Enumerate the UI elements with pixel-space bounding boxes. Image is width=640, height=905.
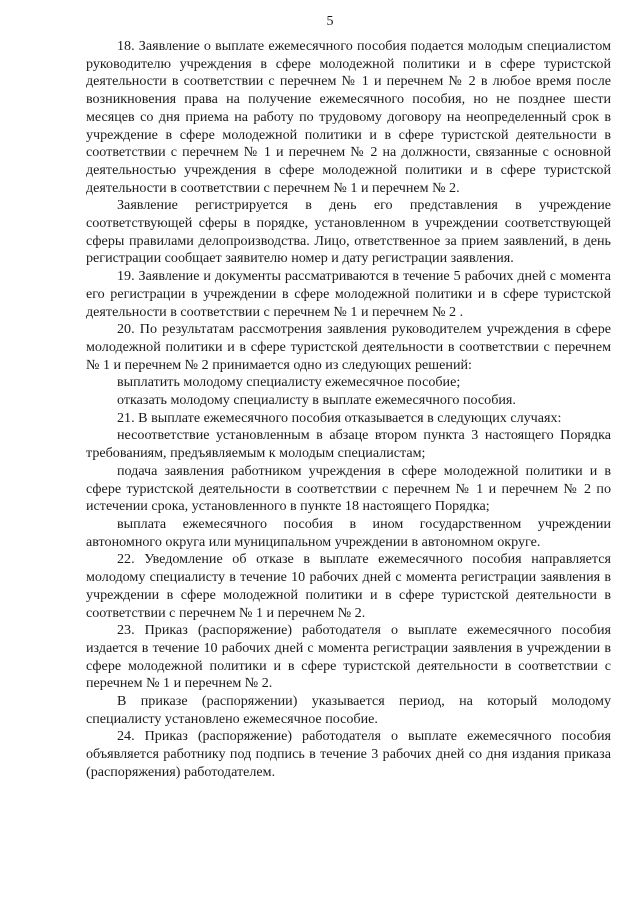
paragraph: 23. Приказ (распоряжение) работодателя о выплате ежемесячного пособия издается в течение 10 рабочих дней с момента регистрации заявления в учреждении в сфере молодежной политики и в сфере туристской деятельности в соответствии с перечнем № 1 и перечнем № 2. [86,622,611,692]
document-body [86,38,611,782]
paragraph: выплатить молодому специалисту ежемесячное пособие; [117,374,461,391]
paragraph: 21. В выплате ежемесячного пособия отказывается в следующих случаях: [117,409,562,426]
paragraph: 18. Заявление о выплате ежемесячного пособия подается молодым специалистом руководителю учреждения в сфере молодежной политики и в сфере туристской деятельности в соответствии с перечнем № 1 и перечнем № 2 в любое время после возникновения права на получение ежемесячного пособия, но не позднее шести месяцев со дня приема на работу по трудовому договору на неопределенный срок в учреждение в сфере молодежной политики и в сфере туристской деятельности в соответствии с перечнем № 1 и перечнем № 2 на должности, связанные с основной деятельностью учреждения в сфере молодежной политики и в сфере туристской деятельности в соответствии с перечнем № 1 и перечнем № 2. [86,38,611,196]
paragraph: Заявление регистрируется в день его представления в учреждение соответствующей сферы в порядке, установленном в учреждении соответствующей сферы правилами делопроизводства. Лицо, ответственное за прием заявлений, в день регистрации сообщает заявителю номер и дату регистрации заявления. [86,197,611,267]
paragraph: подача заявления работником учреждения в сфере молодежной политики и в сфере туристской деятельности в соответствии с перечнем № 1 и перечнем № 2 по истечении срока, установленного в пункте 18 настоящего Порядка; [86,462,611,515]
paragraph: несоответствие установленным в абзаце втором пункта 3 настоящего Порядка требованиям, предъявляемым к молодым специалистам; [86,427,611,462]
paragraph: В приказе (распоряжении) указывается период, на который молодому специалисту установлено ежемесячное пособие. [86,693,611,727]
paragraph: 22. Уведомление об отказе в выплате ежемесячного пособия направляется молодому специалисту в течение 10 рабочих дней с момента регистрации заявления в учреждении в сфере молодежной политики и в сфере туристской деятельности в соответствии с перечнем № 1 и перечнем № 2. [86,551,611,621]
paragraph: 20. По результатам рассмотрения заявления руководителем учреждения в сфере молодежной политики и в сфере туристской деятельности в соответствии с перечнем № 1 и перечнем № 2 принимается одно из следующих решений: [86,321,611,373]
paragraph: выплата ежемесячного пособия в ином государственном учреждении автономного округа или муниципальном учреждении в автономном округе. [86,515,611,550]
paragraph: отказать молодому специалисту в выплате ежемесячного пособия. [117,392,516,409]
paragraph: 24. Приказ (распоряжение) работодателя о выплате ежемесячного пособия объявляется работнику под подпись в течение 3 рабочих дней со дня издания приказа (распоряжения) работодателем. [86,728,611,780]
page-number: 5 [326,14,334,29]
paragraph: 19. Заявление и документы рассматриваются в течение 5 рабочих дней с момента его регистрации в учреждении в сфере молодежной политики и в сфере туристской деятельности в соответствии с перечнем № 1 и перечнем № 2 . [86,268,611,320]
